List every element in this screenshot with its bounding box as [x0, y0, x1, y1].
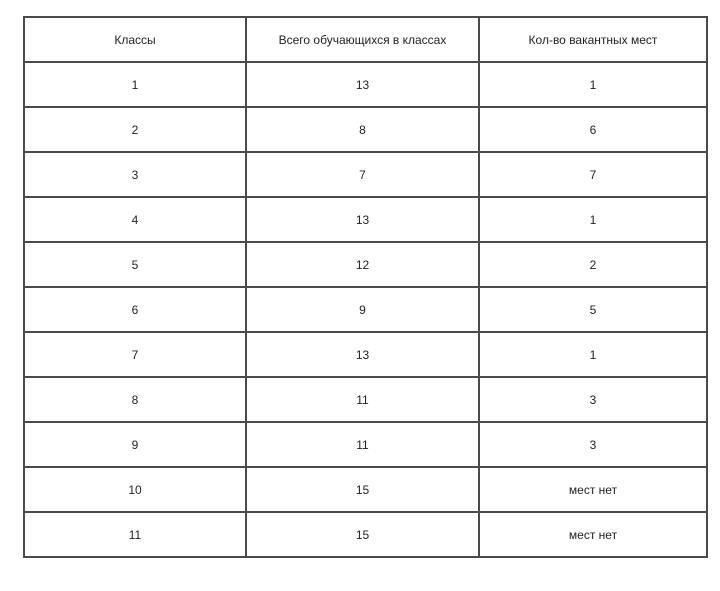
cell-class: 1	[24, 62, 246, 107]
cell-vacant: 5	[479, 287, 707, 332]
cell-total: 12	[246, 242, 479, 287]
cell-vacant: 3	[479, 377, 707, 422]
cell-class: 9	[24, 422, 246, 467]
table-row	[24, 287, 707, 332]
header-vacant-places: Кол-во вакантных мест	[479, 17, 707, 62]
cell-total: 13	[246, 197, 479, 242]
table-row	[24, 152, 707, 197]
cell-class: 2	[24, 107, 246, 152]
cell-total: 15	[246, 467, 479, 512]
cell-class: 4	[24, 197, 246, 242]
table-row	[24, 332, 707, 377]
table-row	[24, 467, 707, 512]
cell-vacant: 1	[479, 62, 707, 107]
cell-total: 13	[246, 332, 479, 377]
table-row	[24, 62, 707, 107]
classes-table-container	[23, 16, 708, 558]
classes-table	[23, 16, 708, 558]
cell-class: 6	[24, 287, 246, 332]
cell-total: 11	[246, 377, 479, 422]
table-row	[24, 242, 707, 287]
header-total-students: Всего обучающихся в классах	[246, 17, 479, 62]
cell-vacant: 2	[479, 242, 707, 287]
table-row	[24, 512, 707, 557]
cell-vacant: мест нет	[479, 512, 707, 557]
table-row	[24, 197, 707, 242]
cell-total: 9	[246, 287, 479, 332]
cell-class: 5	[24, 242, 246, 287]
cell-class: 11	[24, 512, 246, 557]
cell-vacant: мест нет	[479, 467, 707, 512]
table-header-row	[24, 17, 707, 62]
cell-vacant: 1	[479, 332, 707, 377]
table-row	[24, 107, 707, 152]
cell-vacant: 1	[479, 197, 707, 242]
cell-class: 10	[24, 467, 246, 512]
header-classes: Классы	[24, 17, 246, 62]
cell-total: 7	[246, 152, 479, 197]
cell-vacant: 3	[479, 422, 707, 467]
cell-total: 8	[246, 107, 479, 152]
cell-class: 3	[24, 152, 246, 197]
cell-total: 15	[246, 512, 479, 557]
cell-vacant: 7	[479, 152, 707, 197]
cell-class: 8	[24, 377, 246, 422]
cell-total: 11	[246, 422, 479, 467]
cell-total: 13	[246, 62, 479, 107]
table-row	[24, 422, 707, 467]
cell-vacant: 6	[479, 107, 707, 152]
cell-class: 7	[24, 332, 246, 377]
table-row	[24, 377, 707, 422]
